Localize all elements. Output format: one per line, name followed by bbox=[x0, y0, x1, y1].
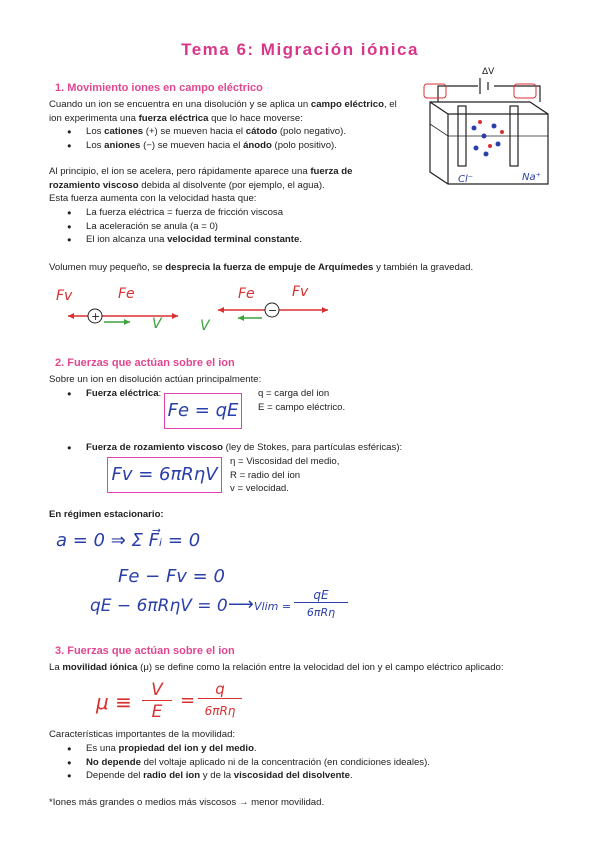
footnote: *Iones más grandes o medios más viscosos → menor movilidad. bbox=[49, 797, 325, 808]
fe-label-cation: Fe bbox=[118, 286, 135, 302]
s2-fv-item bbox=[49, 441, 402, 455]
list-item: ● La aceleración se anula (a = 0) bbox=[49, 220, 302, 234]
plus-sign: + bbox=[91, 310, 101, 323]
s1-paragraph-3: Volumen muy pequeño, se desprecia la fuerza de empuje de Arquímedes y también la gravedad. bbox=[49, 262, 474, 273]
list-item: ● Los aniones (−) se mueven hacia el ánodo (polo positivo). bbox=[49, 139, 346, 153]
fe-variables: q = carga del ion E = campo eléctrico. bbox=[258, 388, 346, 413]
list-item: ● No depende del voltaje aplicado ni de la concentración (en condiciones ideales). bbox=[49, 756, 430, 770]
characteristics-label: Características importantes de la movilidad: bbox=[49, 729, 236, 740]
delta-v-label: ΔV bbox=[482, 67, 495, 77]
list-item: ● Fuerza de rozamiento viscoso (ley de Stokes, para partículas esféricas): bbox=[49, 441, 402, 455]
mobility-numerator-v: V bbox=[142, 680, 172, 701]
cl-ion-label: Cl⁻ bbox=[458, 174, 474, 185]
list-item: ● Es una propiedad del ion y del medio. bbox=[49, 742, 430, 756]
section-2-heading: 2. Fuerzas que actúan sobre el ion bbox=[55, 357, 235, 369]
result-arrow: ⟶ bbox=[228, 594, 254, 615]
mobility-denominator-e: E bbox=[151, 702, 163, 722]
s3-paragraph: La movilidad iónica (μ) se define como la relación entre la velocidad del ion y el campo eléctrico aplicado: bbox=[49, 662, 504, 673]
vlim-denominator: 6πRη bbox=[306, 606, 336, 619]
fv-label-cation: Fv bbox=[56, 288, 73, 304]
equation-1: a = 0 ⇒ Σ F⃗ᵢ = 0 bbox=[56, 530, 201, 551]
list-item: ● La fuerza eléctrica = fuerza de fricción viscosa bbox=[49, 206, 302, 220]
s1-paragraph-1: Cuando un ion se encuentra en una disolución y se aplica un campo eléctrico, el ion experimenta una fuerza eléctrica que lo hace moverse: bbox=[49, 99, 397, 124]
electrolysis-cell-diagram bbox=[418, 62, 558, 190]
mu-symbol: μ ≡ bbox=[96, 690, 132, 714]
fv-variables: η = Viscosidad del medio, R = radio del ion v = velocidad. bbox=[230, 456, 340, 495]
mobility-equals: = bbox=[180, 690, 196, 711]
fv-formula-box: Fv = 6πRηV bbox=[107, 457, 222, 493]
mobility-numerator-q: q bbox=[198, 680, 242, 699]
page-title: Tema 6: Migración iónica bbox=[181, 40, 419, 59]
regimen-label: En régimen estacionario: bbox=[49, 509, 164, 520]
equation-2: Fe − Fv = 0 bbox=[118, 566, 225, 587]
v-label-anion: V bbox=[200, 318, 210, 334]
fe-formula-box: Fe = qE bbox=[164, 393, 242, 429]
s3-bullets bbox=[49, 742, 430, 783]
list-item: ● Fuerza eléctrica: bbox=[49, 387, 161, 401]
s2-intro: Sobre un ion en disolución actúan principalmente: bbox=[49, 374, 262, 385]
list-item: ● El ion alcanza una velocidad terminal constante. bbox=[49, 233, 302, 247]
vlim-label: Vlim = bbox=[254, 600, 292, 613]
equation-3: qE − 6πRηV = 0 bbox=[90, 596, 228, 616]
minus-sign: − bbox=[268, 304, 278, 317]
mobility-denominator: 6πRη bbox=[204, 704, 236, 718]
section-1-heading: 1. Movimiento iones en campo eléctrico bbox=[55, 82, 263, 94]
s2-fe-item bbox=[49, 387, 161, 401]
vlim-numerator: qE bbox=[294, 588, 348, 603]
s1-bullets-1 bbox=[49, 125, 346, 152]
list-item: ● Los cationes (+) se mueven hacia el cátodo (polo negativo). bbox=[49, 125, 346, 139]
s1-bullets-2 bbox=[49, 206, 302, 247]
s1-paragraph-2: Al principio, el ion se acelera, pero rápidamente aparece una fuerza de rozamiento viscoso debida al disolvente (por ejemplo, el agua). Esta fuerza aumenta con la velocidad hasta que: bbox=[49, 166, 353, 205]
list-item: ● Depende del radio del ion y de la viscosidad del disolvente. bbox=[49, 769, 430, 783]
v-label-cation: V bbox=[152, 316, 162, 332]
fe-label-anion: Fe bbox=[238, 286, 255, 302]
section-3-heading: 3. Fuerzas que actúan sobre el ion bbox=[55, 645, 235, 657]
na-ion-label: Na⁺ bbox=[522, 172, 541, 183]
ion-force-diagram bbox=[48, 278, 378, 334]
fv-label-anion: Fv bbox=[292, 284, 309, 300]
